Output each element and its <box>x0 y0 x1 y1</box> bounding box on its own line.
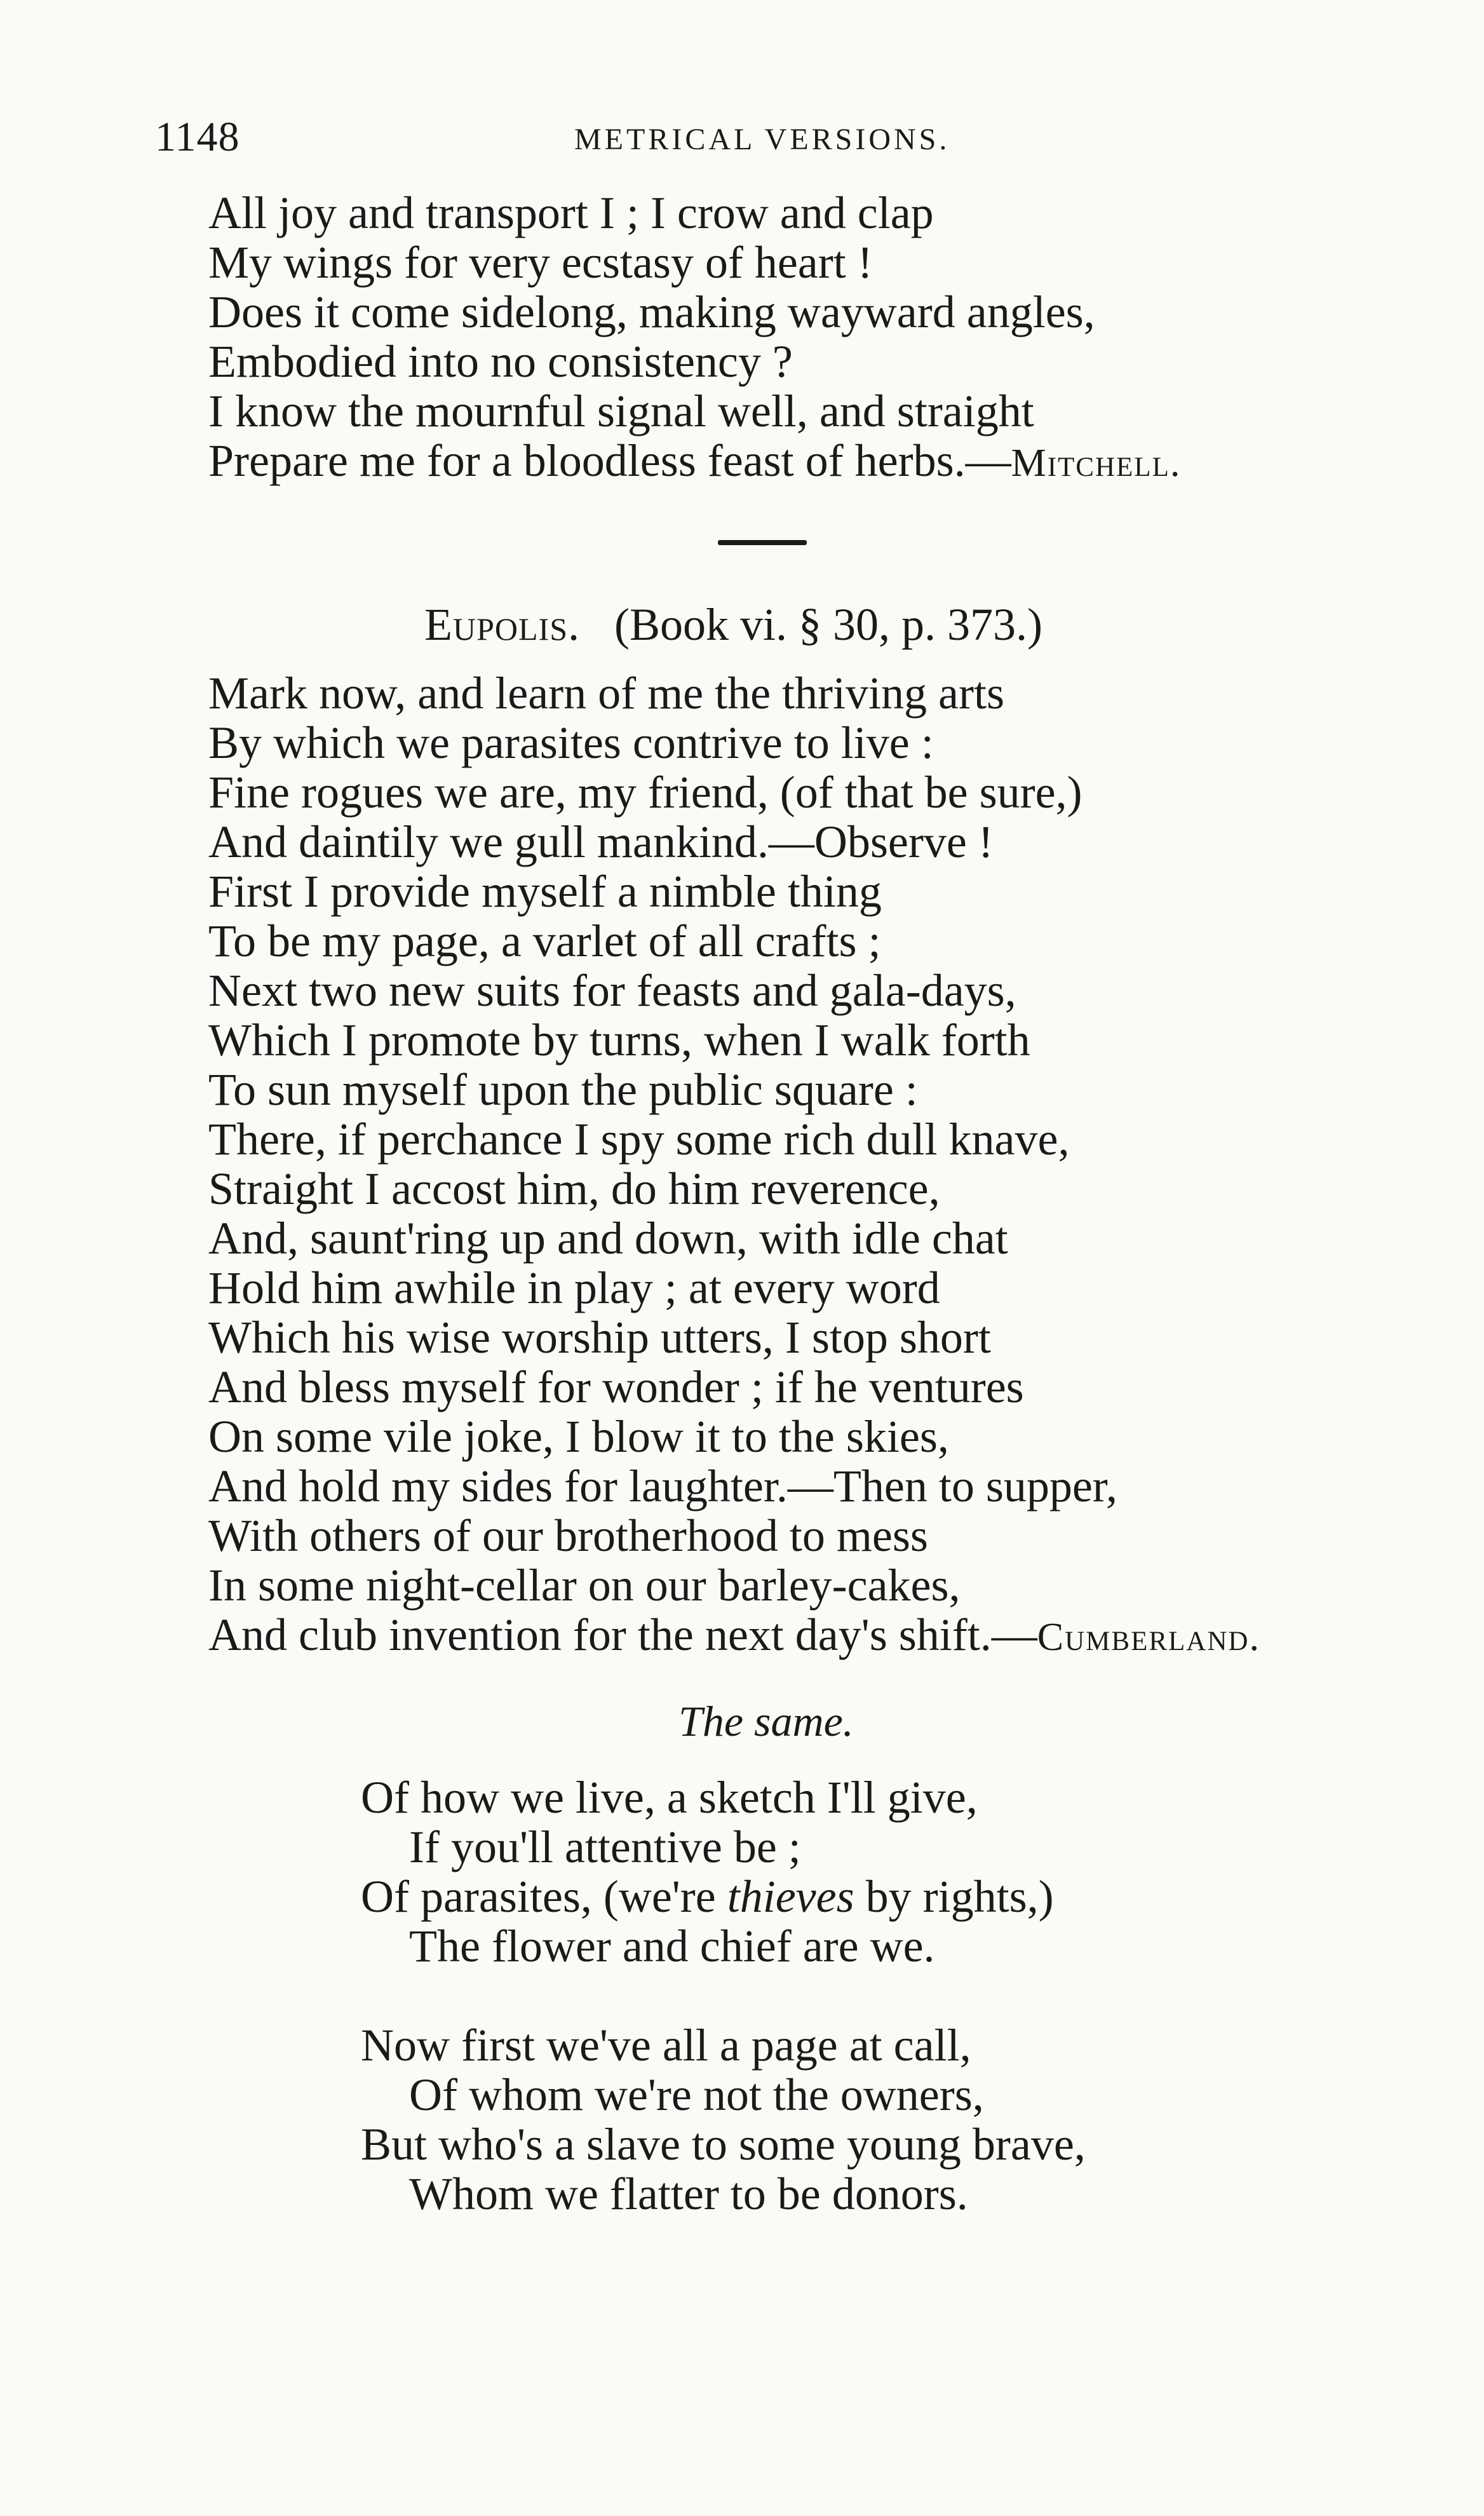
page-number: 1148 <box>155 114 240 160</box>
verse-line: First I provide myself a nimble thing <box>208 866 882 917</box>
verse-line: On some vile joke, I blow it to the skies, <box>208 1411 949 1462</box>
verse-text: And club invention for the next day's shift.— <box>208 1609 1037 1660</box>
verse-line: Whom we flatter to be donors. <box>409 2168 968 2219</box>
eupolis-poem <box>208 668 1260 1662</box>
verse-line: Which I promote by turns, when I walk forth <box>208 1015 1030 1065</box>
attribution: Cumberland. <box>1037 1616 1260 1659</box>
page-header <box>155 113 1321 164</box>
verse-line: Now first we've all a page at call, <box>361 2020 971 2071</box>
verse-line: In some night-cellar on our barley-cakes, <box>208 1560 961 1611</box>
verse-line: Mark now, and learn of me the thriving arts <box>208 668 1004 719</box>
verse-line: My wings for very ecstasy of heart ! <box>208 237 873 288</box>
verse-line: By which we parasites contrive to live : <box>208 717 934 768</box>
verse-line: If you'll attentive be ; <box>409 1822 801 1872</box>
mitchell-passage <box>208 188 1181 488</box>
verse-line: And hold my sides for laughter.—Then to supper, <box>208 1461 1117 1512</box>
verse-text: Of parasites, (we're <box>361 1871 727 1922</box>
verse-line: To sun myself upon the public square : <box>208 1064 918 1115</box>
verse-line: To be my page, a varlet of all crafts ; <box>208 916 881 966</box>
verse-text: Prepare me for a bloodless feast of herbs.— <box>208 435 1011 486</box>
verse-text: by rights,) <box>854 1871 1054 1922</box>
verse-line <box>361 1872 1054 1921</box>
running-head: METRICAL VERSIONS. <box>574 123 950 156</box>
verse-line <box>208 1610 1260 1662</box>
verse-line: There, if perchance I spy some rich dull knave, <box>208 1114 1070 1165</box>
book-reference: (Book vi. § 30, p. 373.) <box>614 599 1042 650</box>
same-stanza-2 <box>361 2020 1086 2219</box>
verse-line <box>208 436 1181 488</box>
verse-line: And daintily we gull mankind.—Observe ! <box>208 816 994 867</box>
verse-line: Fine rogues we are, my friend, (of that be sure,) <box>208 767 1083 818</box>
verse-line: Of how we live, a sketch I'll give, <box>361 1772 978 1823</box>
verse-line: Next two new suits for feasts and gala-days, <box>208 965 1016 1016</box>
verse-line: Straight I accost him, do him reverence, <box>208 1163 940 1214</box>
author-name: Eupolis. <box>424 599 581 650</box>
verse-line: All joy and transport I ; I crow and clap <box>208 187 934 238</box>
verse-line: Which his wise worship utters, I stop short <box>208 1312 991 1363</box>
verse-line: But who's a slave to some young brave, <box>361 2119 1086 2170</box>
verse-line: The flower and chief are we. <box>409 1921 935 1972</box>
verse-line: With others of our brotherhood to mess <box>208 1510 928 1561</box>
same-stanza-1 <box>361 1773 1054 1971</box>
section-heading-same: The same. <box>678 1697 854 1745</box>
section-heading-eupolis <box>424 599 1042 651</box>
attribution: Mitchell. <box>1011 442 1182 485</box>
verse-line: And, saunt'ring up and down, with idle chat <box>208 1213 1008 1264</box>
verse-line: Of whom we're not the owners, <box>409 2069 984 2120</box>
verse-line: I know the mournful signal well, and straight <box>208 386 1034 436</box>
italic-word: thieves <box>727 1871 854 1922</box>
section-divider <box>718 540 807 545</box>
verse-line: And bless myself for wonder ; if he ventures <box>208 1362 1024 1412</box>
verse-line: Does it come sidelong, making wayward angles, <box>208 287 1095 337</box>
verse-line: Hold him awhile in play ; at every word <box>208 1262 940 1313</box>
verse-line: Embodied into no consistency ? <box>208 336 793 387</box>
